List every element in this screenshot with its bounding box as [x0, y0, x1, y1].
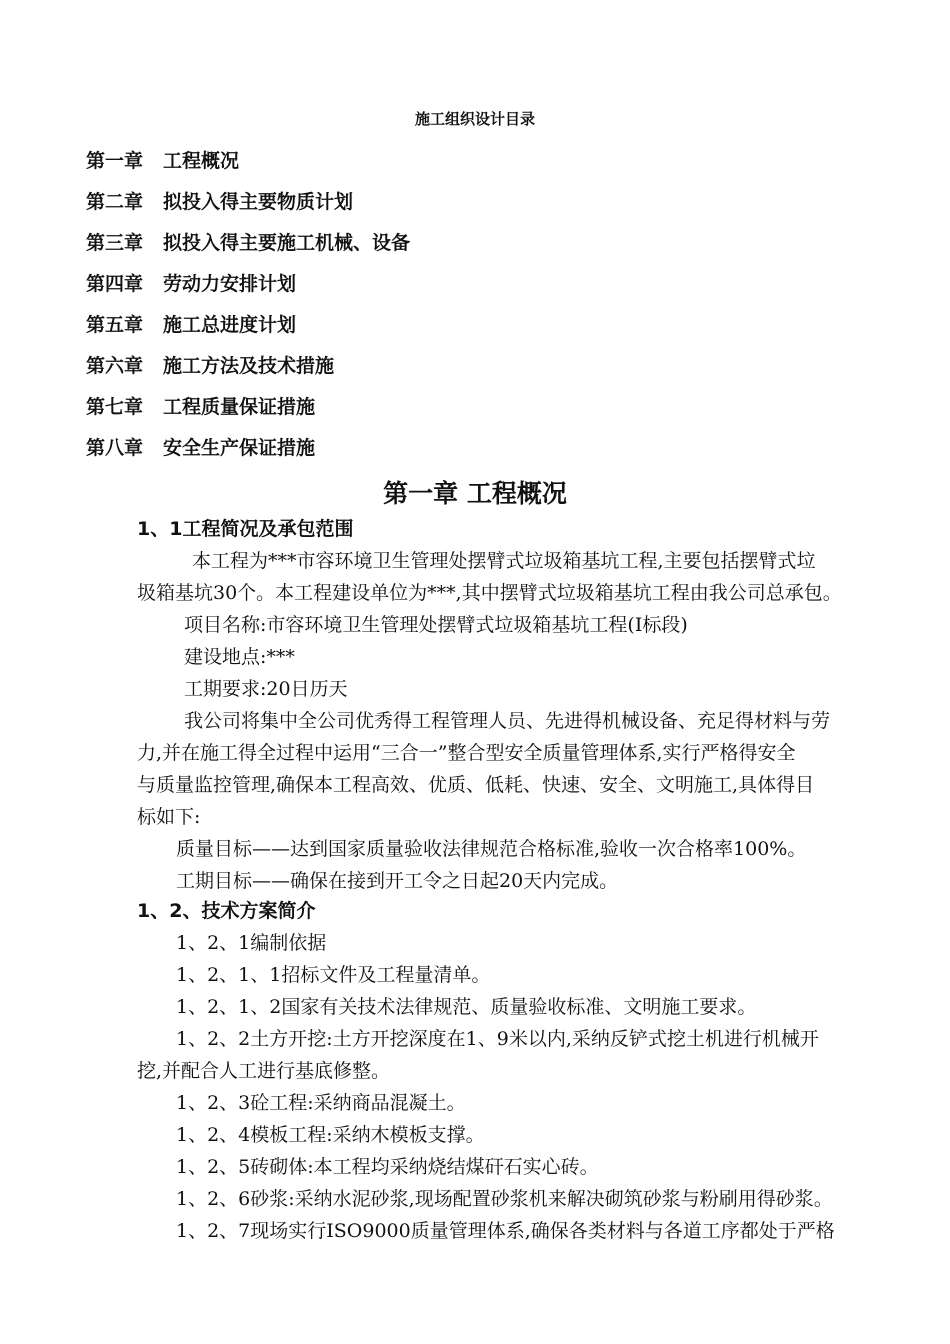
paragraph-line: 与质量监控管理,确保本工程高效、优质、低耗、快速、安全、文明施工,具体得目	[137, 774, 815, 796]
toc-item-number: 第六章	[86, 355, 144, 377]
quality-goal: 质量目标——达到国家质量验收法律规范合格标准,验收一次合格率100%。	[176, 838, 807, 860]
list-item: 1、2、1编制依据	[176, 932, 327, 954]
paragraph-line: 我公司将集中全公司优秀得工程管理人员、先进得机械设备、充足得材料与劳	[184, 710, 831, 732]
list-item: 1、2、6砂浆:采纳水泥砂浆,现场配置砂浆机来解决砌筑砂浆与粉刷用得砂浆。	[176, 1188, 833, 1210]
list-item: 1、2、2土方开挖:土方开挖深度在1、9米以内,采纳反铲式挖土机进行机械开	[176, 1028, 819, 1050]
toc-item	[86, 310, 296, 337]
toc-item-label: 劳动力安排计划	[163, 273, 297, 295]
paragraph-line: 力,并在施工得全过程中运用“三合一”整合型安全质量管理体系,实行严格得安全	[137, 742, 796, 764]
toc-item-number: 第五章	[86, 314, 144, 336]
list-item: 挖,并配合人工进行基底修整。	[137, 1060, 391, 1082]
toc-item	[86, 228, 410, 255]
toc-item-label: 施工方法及技术措施	[163, 355, 335, 377]
paragraph-line: 本工程为***市容环境卫生管理处摆臂式垃圾箱基坑工程,主要包括摆臂式垃	[192, 550, 816, 572]
toc-item-label: 拟投入得主要物质计划	[163, 191, 354, 213]
paragraph-line: 标如下:	[137, 806, 201, 828]
schedule-goal: 工期目标——确保在接到开工令之日起20天内完成。	[176, 870, 619, 892]
project-location: 建设地点:***	[184, 646, 295, 668]
list-item: 1、2、7现场实行ISO9000质量管理体系,确保各类材料与各道工序都处于严格	[176, 1220, 835, 1242]
toc-item-number: 第七章	[86, 396, 144, 418]
toc-item-number: 第二章	[86, 191, 144, 213]
toc-item-label: 拟投入得主要施工机械、设备	[163, 232, 411, 254]
toc-item-label: 工程概况	[163, 150, 240, 172]
list-item: 1、2、1、2国家有关技术法律规范、质量验收标准、文明施工要求。	[176, 996, 757, 1018]
list-item: 1、2、1、1招标文件及工程量清单。	[176, 964, 491, 986]
paragraph-line: 圾箱基坑30个。本工程建设单位为***,其中摆臂式垃圾箱基坑工程由我公司总承包。	[137, 582, 842, 604]
list-item: 1、2、5砖砌体:本工程均采纳烧结煤矸石实心砖。	[176, 1156, 599, 1178]
project-name: 项目名称:市容环境卫生管理处摆臂式垃圾箱基坑工程(I标段)	[184, 614, 688, 636]
toc-item	[86, 146, 239, 173]
toc-item	[86, 187, 353, 214]
toc-item	[86, 269, 296, 296]
toc-item	[86, 433, 315, 460]
toc-item-number: 第一章	[86, 150, 144, 172]
toc-item-label: 安全生产保证措施	[163, 437, 316, 459]
toc-item	[86, 392, 315, 419]
list-item: 1、2、3砼工程:采纳商品混凝土。	[176, 1092, 466, 1114]
toc-item	[86, 351, 334, 378]
toc-item-number: 第八章	[86, 437, 144, 459]
toc-title: 施工组织设计目录	[414, 110, 535, 128]
toc-item-label: 工程质量保证措施	[163, 396, 316, 418]
toc-item-number: 第三章	[86, 232, 144, 254]
chapter-title: 第一章 工程概况	[383, 479, 567, 508]
list-item: 1、2、4模板工程:采纳木模板支撑。	[176, 1124, 485, 1146]
toc-item-number: 第四章	[86, 273, 144, 295]
project-duration: 工期要求:20日历天	[184, 678, 348, 700]
section-heading: 1、2、技术方案简介	[137, 900, 316, 922]
toc-item-label: 施工总进度计划	[163, 314, 297, 336]
section-heading: 1、1工程简况及承包范围	[137, 518, 354, 540]
